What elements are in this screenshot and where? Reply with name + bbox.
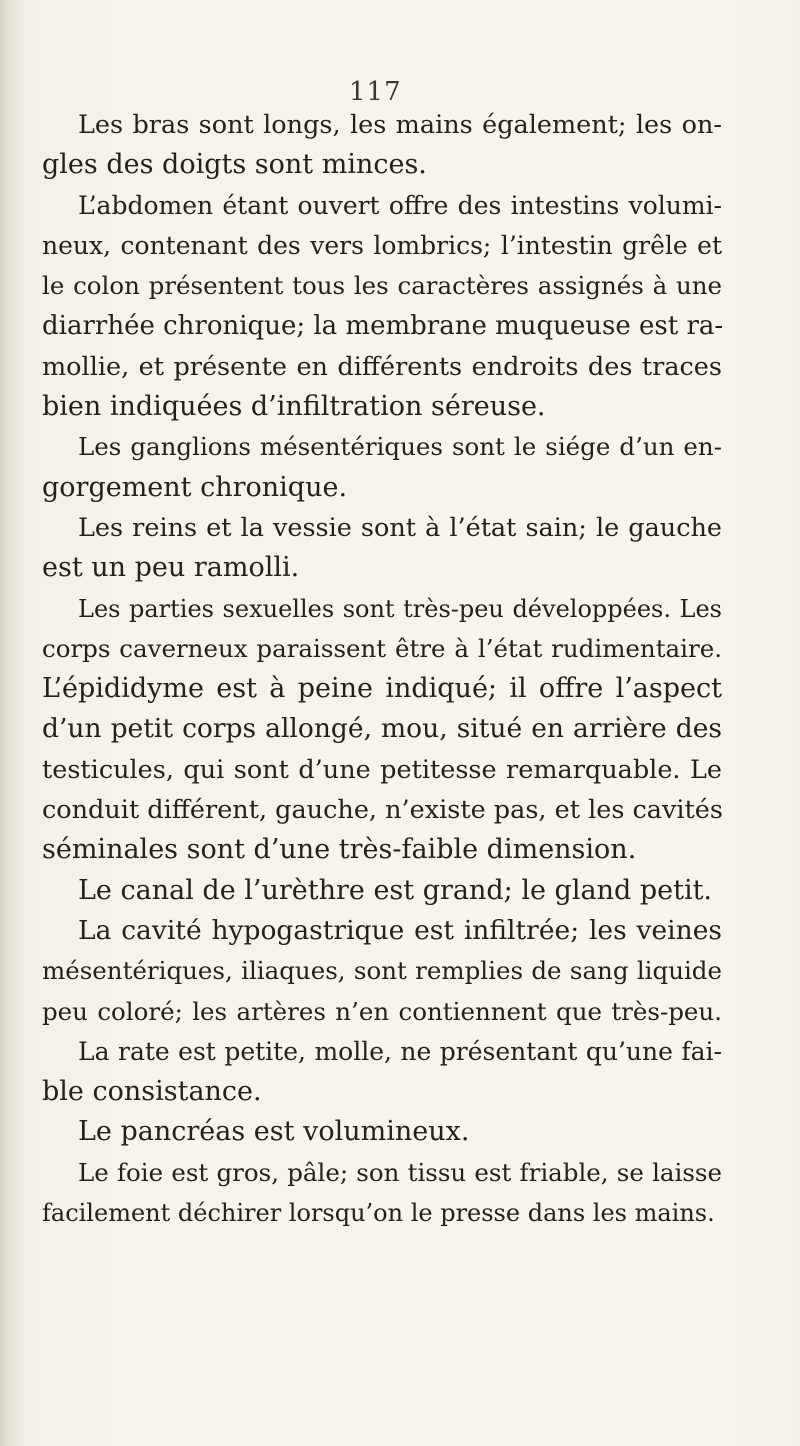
text-line: La rate est petite, molle, ne présentant qu’une fai- xyxy=(78,1036,722,1066)
text-line: mésentériques, iliaques, sont remplies de sang liquide xyxy=(42,956,722,986)
text-line: neux, contenant des vers lombrics; l’intestin grêle et xyxy=(42,230,722,260)
text-line: gorgement chronique. xyxy=(42,471,348,503)
text-line: Les reins et la vessie sont à l’état sain; le gauche xyxy=(78,512,722,543)
text-line: diarrhée chronique; la membrane muqueuse est ra- xyxy=(42,311,724,342)
text-line: mollie, et présente en différents endroits des traces xyxy=(42,351,722,382)
text-line: L’épididyme est à peine indiqué; il offre l’aspect xyxy=(42,673,722,705)
text-line: facilement déchirer lorsqu’on le presse dans les mains. xyxy=(42,1199,715,1228)
text-line: gles des doigts sont minces. xyxy=(42,149,427,181)
text-line: testicules, qui sont d’une petitesse remarquable. Le xyxy=(42,754,722,785)
text-line: ble consistance. xyxy=(42,1076,262,1108)
text-line: L’abdomen étant ouvert offre des intestins volumi- xyxy=(78,190,722,220)
text-line: est un peu ramolli. xyxy=(42,552,300,584)
text-line: Le foie est gros, pâle; son tissu est friable, se laisse xyxy=(78,1157,722,1187)
text-line: conduit différent, gauche, n’existe pas, et les cavités xyxy=(42,795,723,826)
text-line: Le canal de l’urèthre est grand; le gland petit. xyxy=(78,874,713,906)
page-number: 117 xyxy=(349,77,402,107)
text-line: Le pancréas est volumineux. xyxy=(78,1116,470,1148)
body-text xyxy=(42,105,722,1233)
text-line: bien indiquées d’infiltration séreuse. xyxy=(42,391,546,423)
text-line: séminales sont d’une très-faible dimension. xyxy=(42,834,637,866)
text-line: peu coloré; les artères n’en contiennent que très-peu. xyxy=(42,996,722,1026)
text-line: La cavité hypogastrique est infiltrée; les veines xyxy=(78,914,722,946)
text-line: corps caverneux paraissent être à l’état rudimentaire. xyxy=(42,633,722,663)
text-line: Les ganglions mésentériques sont le siége d’un en- xyxy=(78,432,722,462)
text-line: Les parties sexuelles sont très-peu développées. Les xyxy=(78,594,722,623)
text-line: le colon présentent tous les caractères assignés à une xyxy=(42,271,722,301)
binding-edge xyxy=(0,0,22,1446)
text-line: d’un petit corps allongé, mou, situé en arrière des xyxy=(42,713,722,745)
text-line: Les bras sont longs, les mains également; les on- xyxy=(78,110,722,140)
